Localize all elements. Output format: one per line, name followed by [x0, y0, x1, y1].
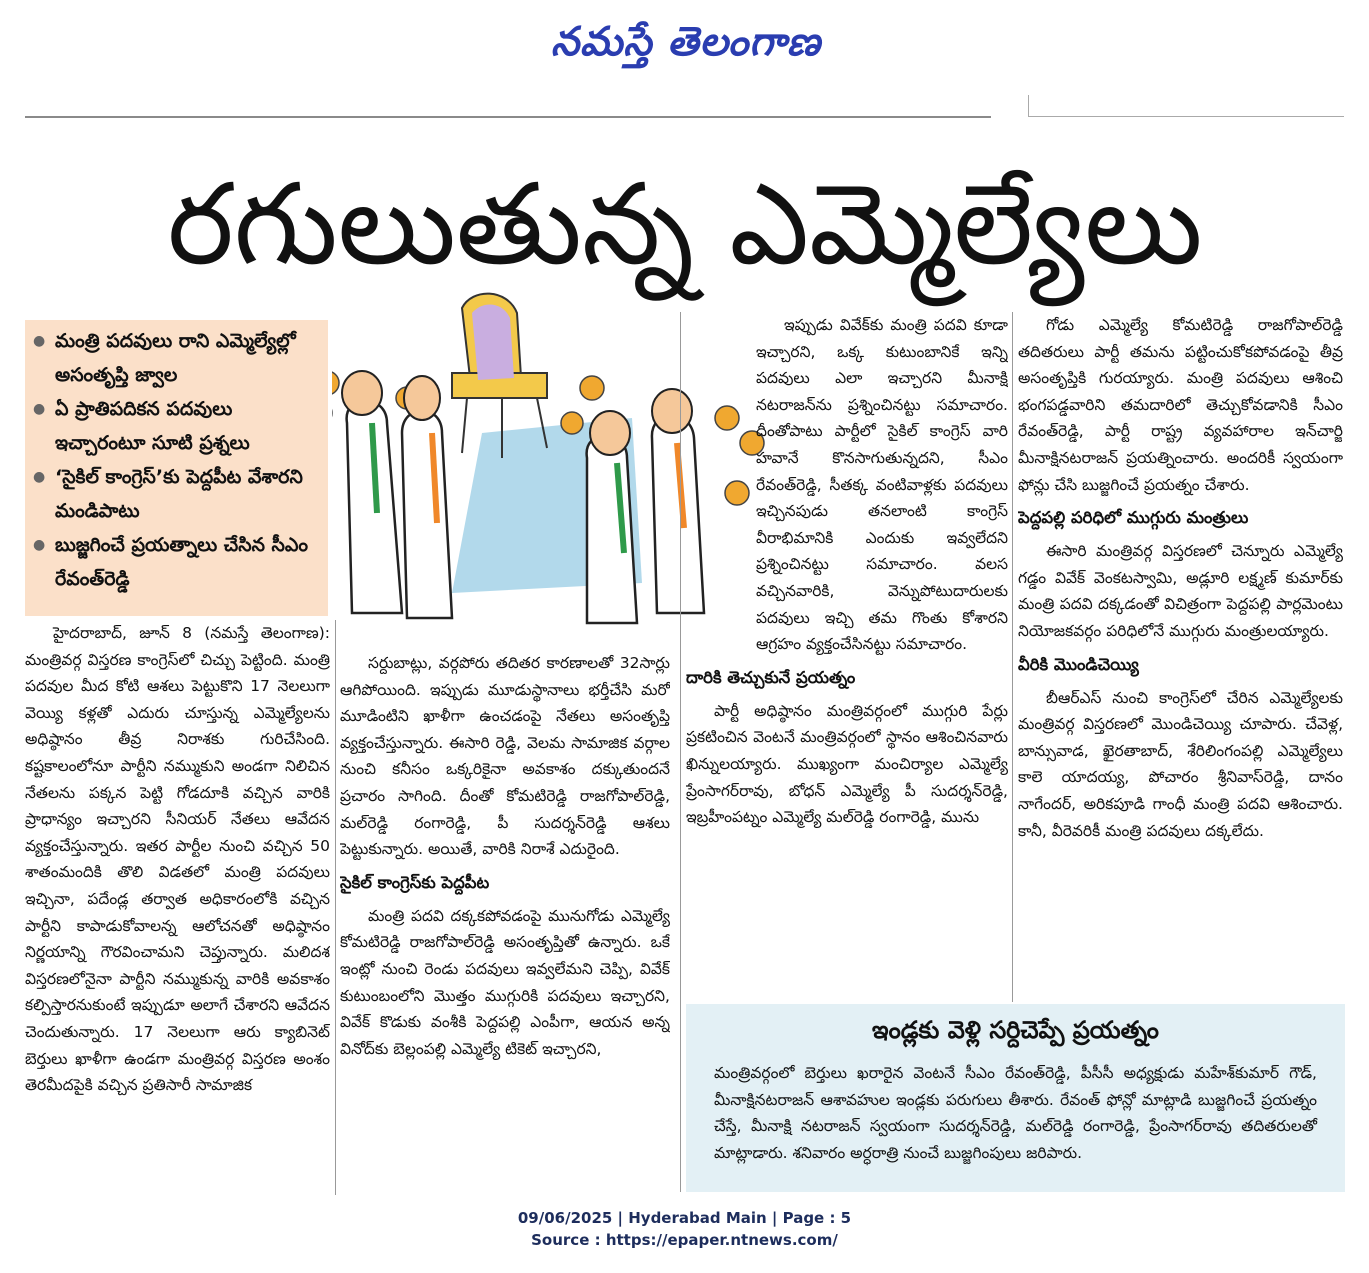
top-rule-right — [1028, 116, 1344, 117]
page-footer — [0, 1207, 1369, 1251]
bullet-icon: ● — [33, 333, 46, 349]
article-paragraph: ఇప్పుడు వివేక్‌కు మంత్రి పదవి కూడా ఇచ్చారని, ఒక్క కుటుంబానికే ఇన్ని పదవులు ఎలా ఇచ్చారని మీనాక్షి నటరాజన్‌ను ప్రశ్నించినట్టు సమాచారం. దీంతోపాటు పార్టీలో సైకిల్ కాంగ్రెస్ వారి హవానే కొనసాగుతున్నదని, సీఎం రేవంత్‌రెడ్డి, సీతక్క వంటివాళ్లకు పదవులు ఇచ్చినపుడు తనలాంటి కాంగ్రెస్ వీరాభిమానికి ఎందుకు ఇవ్వలేదని ప్రశ్నించినట్టు సమాచారం. వలస వచ్చినవారికి, వెన్నుపోటుదారులకు పదవులు ఇచ్చి తమ గొంతు కోశారని ఆగ్రహం వ్యక్తంచేసినట్టు సమాచారం. — [756, 316, 1008, 654]
masthead-logo: నమస్తే తెలంగాణ — [550, 18, 822, 65]
article-paragraph: పార్టీ అధిష్ఠానం మంత్రివర్గంలో ముగ్గురి పేర్లు ప్రకటించిన వెంటనే మంత్రివర్గంలో స్థానం ఆశించినవారు ఖిన్నులయ్యారు. ముఖ్యంగా మంచిర్యాల ఎమ్మెల్యే ప్రేంసాగర్‌రావు, బోధన్ ఎమ్మెల్యే పీ సుదర్శన్‌రెడ్డి, ఇబ్రహీంపట్నం ఎమ్మెల్యే మల్‌రెడ్డి రంగారెడ్డి, మును — [686, 701, 1008, 827]
top-rule — [25, 116, 991, 118]
highlight-item: ● బుజ్జగించే ప్రయత్నాలు చేసిన సీఎం రేవంత్‌రెడ్డి — [33, 528, 320, 596]
section-subhead: దారికి తెచ్చుకునే ప్రయత్నం — [686, 667, 856, 687]
column-rule — [680, 312, 681, 1192]
footer-date-edition: 09/06/2025 | Hyderabad Main | Page : 5 — [517, 1209, 852, 1227]
column-rule — [1012, 312, 1013, 1002]
article-paragraph: హైదరాబాద్, జూన్ 8 (నమస్తే తెలంగాణ): మంత్రివర్గ విస్తరణ కాంగ్రెస్‌లో చిచ్చు పెట్టింది. మంత్రి పదవుల మీద కోటి ఆశలు పెట్టుకొని 17 నెలలుగా వెయ్యి కళ్లతో ఎదురు చూస్తున్న ఎమ్మెల్యేలను అధిష్ఠానం తీవ్ర నిరాశకు గురిచేసింది. కష్టకాలంలోనూ పార్టీని నమ్ముకుని అండగా నిలిచిన నేతలను పక్కన పెట్టి గోడదూకి వచ్చిన వారికి ప్రాధాన్యం ఇచ్చారని సీనియర్ నేతలు ఆవేదన వ్యక్తంచేస్తున్నారు. ఇతర పార్టీల నుంచి వచ్చిన 50 శాతంమందికి తొలి విడతలో మంత్రి పదవులు ఇచ్చినా, పదేండ్ల తర్వాత అధికారంలోకి వచ్చిన పార్టీని కాపాడుకోవాలన్న ఆలోచనతో అధిష్ఠానం నిర్ణయాన్ని గౌరవించామని చెప్తున్నారు. మలిదశ విస్తరణలోనైనా పార్టీని నమ్ముకున్న వారికి అవకాశం కల్పిస్తారనుకుంటే ఇప్పుడూ అలాగే చేశారని ఆవేదన చెందుతున్నారు. 17 నెలలుగా ఆరు క్యాబినెట్ బెర్తులు ఖాళీగా ఉండగా మంత్రివర్గ విస్తరణ అంశం తెరమీదపైకి వచ్చిన ప్రతిసారీ సామాజిక — [25, 624, 330, 1095]
article-paragraph: సర్దుబాట్లు, వర్గపోరు తదితర కారణాలతో 32సార్లు ఆగిపోయింది. ఇప్పుడు మూడుస్థానాలు భర్తీచేసి మరో మూడింటిని ఖాళీగా ఉంచడంపై నేతలు అసంతృప్తి వ్యక్తంచేస్తున్నారు. ఈసారి రెడ్డి, వెలమ సామాజిక వర్గాల నుంచి కనీసం ఒక్కరికైనా అవకాశం దక్కుతుందనే ప్రచారం సాగింది. దీంతో కోమటిరెడ్డి రాజగోపాల్‌రెడ్డి, మల్‌రెడ్డి రంగారెడ్డి, పీ సుదర్శన్‌రెడ్డి ఆశలు పెట్టుకున్నారు. అయితే, వారికి నిరాశే ఎదురైంది. — [340, 654, 670, 859]
box-text: మంత్రివర్గంలో బెర్తులు ఖరారైన వెంటనే సీఎం రేవంత్‌రెడ్డి, పీసీసీ అధ్యక్షుడు మహేశ్‌కుమార్ గౌడ్, మీనాక్షినటరాజన్ ఆశావహుల ఇండ్లకు పరుగులు తీశారు. రేవంత్ ఫోన్లో మాట్లాడి బుజ్జగించే ప్రయత్నం చేస్తే, మీనాక్షి నటరాజన్ స్వయంగా సుదర్శన్‌రెడ్డి, మల్‌రెడ్డి రంగారెడ్డి, ప్రేంసాగర్‌రావు తదితరులతో మాట్లాడారు. శనివారం అర్ధరాత్రి నుంచే బుజ్జగింపులు జరిపారు. — [714, 1064, 1317, 1162]
box-title: ఇండ్లకు వెళ్లి సర్దిచెప్పే ప్రయత్నం — [872, 1016, 1159, 1044]
column-rule — [335, 620, 336, 1195]
article-paragraph: బీఆర్‌ఎస్ నుంచి కాంగ్రెస్‌లో చేరిన ఎమ్మెల్యేలకు మంత్రివర్గ విస్తరణలో మొండిచెయ్యి చూపారు. చేవెళ్ల, బాన్సువాడ, ఖైరతాబాద్, శేరిలింగంపల్లి ఎమ్మెల్యేలు కాలె యాదయ్య, పోచారం శ్రీనివాస్‌రెడ్డి, దానం నాగేందర్, అరికపూడి గాంధీ మంత్రి పదవి ఆశించారు. కానీ, వీరెవరికీ మంత్రి పదవులు దక్కలేదు. — [1018, 688, 1343, 840]
article-column-3 — [686, 312, 1008, 1002]
highlight-item: ● మంత్రి పదవులు రాని ఎమ్మెల్యేల్లో అసంతృప్తి జ్వాల — [33, 324, 320, 392]
top-rule-mark — [1028, 95, 1029, 116]
article-paragraph: మంత్రి పదవి దక్కకపోవడంపై మునుగోడు ఎమ్మెల్యే కోమటిరెడ్డి రాజగోపాల్‌రెడ్డి అసంతృప్తితో ఉన్నారు. ఒకే ఇంట్లో నుంచి రెండు పదవులు ఇవ్వలేమని చెప్పి, వివేక్ కుటుంబంలోని మొత్తం ముగ్గురికి పదవులు ఇచ్చారని, వివేక్ కొడుకు వంశీకి పెద్దపల్లి ఎంపీగా, ఆయన అన్న వినోద్‌కు బెల్లంపల్లి ఎమ్మెల్యే టికెట్ ఇచ్చారని, — [340, 906, 670, 1058]
article-paragraph: గోడు ఎమ్మెల్యే కోమటిరెడ్డి రాజగోపాల్‌రెడ్డి తదితరులు పార్టీ తమను పట్టించుకోకపోవడంపై తీవ్ర అసంతృప్తికి గురయ్యారు. మంత్రి పదవులు ఆశించి భంగపడ్డవారిని తమదారిలో తెచ్చుకోవడానికి సీఎం రేవంత్‌రెడ్డి, పార్టీ రాష్ట్ర వ్యవహారాల ఇన్‌చార్జి మీనాక్షినటరాజన్ ప్రయత్నించారు. అందరికీ స్వయంగా ఫోన్లు చేసి బుజ్జగించే ప్రయత్నం చేశారు. — [1018, 316, 1343, 494]
bullet-icon: ● — [33, 537, 46, 553]
section-subhead: వీరికి మొండిచెయ్యి — [1018, 654, 1139, 674]
article-column-1 — [25, 620, 330, 1195]
sidebar-box — [686, 1004, 1345, 1192]
headline: రగులుతున్న ఎమ్మెల్యేలు — [167, 160, 1203, 290]
footer-source[interactable]: Source : https://epaper.ntnews.com/ — [531, 1231, 838, 1249]
article-column-4 — [1018, 312, 1343, 1002]
section-subhead: పెద్దపల్లి పరిధిలో ముగ్గురు మంత్రులు — [1018, 508, 1249, 528]
article-paragraph: ఈసారి మంత్రివర్గ విస్తరణలో చెన్నూరు ఎమ్మెల్యే గడ్డం వివేక్ వెంకటస్వామి, అడ్లూరి లక్ష్మణ్ కుమార్‌కు మంత్రి పదవి దక్కడంతో విచిత్రంగా పెద్దపల్లి పార్లమెంటు నియోజకవర్గం పరిధిలోనే ముగ్గురు మంత్రులయ్యారు. — [1018, 542, 1343, 640]
highlight-item: ● ఏ ప్రాతిపదికన పదవులు ఇచ్చారంటూ సూటి ప్రశ్నలు — [33, 392, 320, 460]
article-column-2 — [340, 650, 670, 1195]
bullet-icon: ● — [33, 469, 46, 485]
highlight-item: ● ‘సైకిల్ కాంగ్రెస్’కు పెద్దపీట వేశారని మండిపాటు — [33, 460, 320, 528]
highlights-box — [25, 320, 328, 616]
bullet-icon: ● — [33, 401, 46, 417]
section-subhead: సైకిల్ కాంగ్రెస్‌కు పెద్దపీట — [340, 872, 490, 892]
